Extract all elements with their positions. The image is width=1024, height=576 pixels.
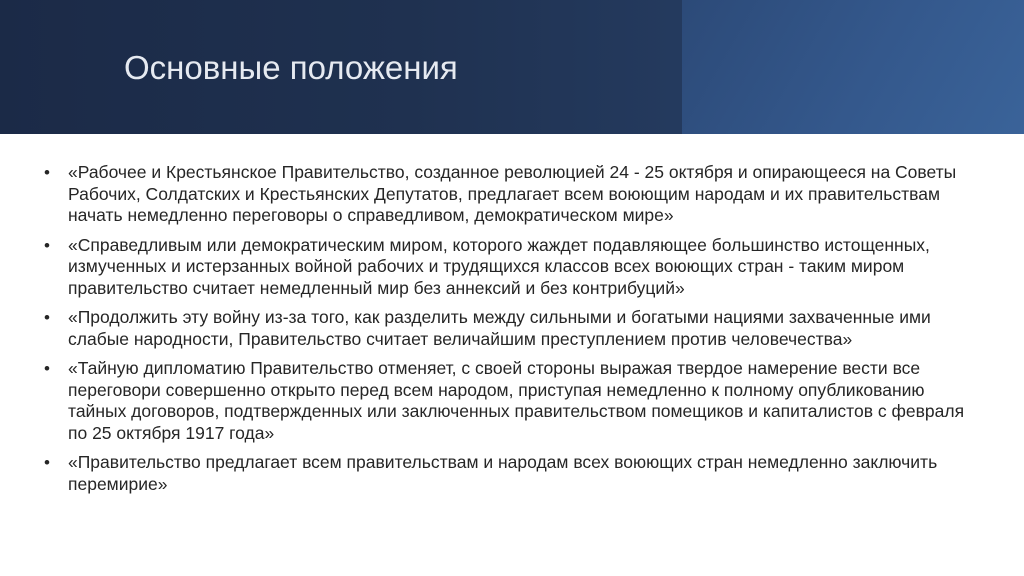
bullet-item [40, 358, 970, 444]
bullet-text: «Справедливым или демократическим миром, которого жаждет подавляющее большинство истощенных, измученных и истерзанных войной рабочих и трудящихся классов всех воюющих стран - таким миром правительство считает немедленный мир без аннексий и без контрибуций» [68, 234, 930, 298]
bullet-text: «Тайную дипломатию Правительство отменяет, с своей стороны выражая твердое намерение вести все переговори совершенно открыто перед всем народом, приступая немедленно к полному опубликованию тайных договоров, подтвержденных или заключенных правительством помещиков и капиталистов с февраля по 25 октября 1917 года» [68, 358, 965, 443]
bullet-icon: • [44, 163, 50, 182]
bullet-text: «Рабочее и Крестьянское Правительство, созданное революцией 24 - 25 октября и опирающееся на Советы Рабочих, Солдатских и Крестьянских Депутатов, предлагает всем воюющим народам и их правительствам начать немедленно переговоры о справедливом, демократическом мире» [68, 162, 957, 225]
title-banner-accent [682, 0, 1024, 134]
bullet-icon: • [44, 359, 50, 378]
bullet-item [40, 452, 970, 495]
bullet-item [40, 162, 970, 227]
slide-title: Основные положения [124, 49, 458, 86]
bullet-list [40, 162, 970, 503]
bullet-icon: • [44, 308, 50, 327]
bullet-item [40, 307, 970, 350]
bullet-icon: • [44, 453, 50, 472]
bullet-text: «Правительство предлагает всем правительствам и народам всех воюющих стран немедленно заключить перемирие» [68, 452, 938, 494]
bullet-icon: • [44, 235, 50, 255]
title-banner [0, 0, 1024, 134]
bullet-text: «Продолжить эту войну из-за того, как разделить между сильными и богатыми нациями захваченные ими слабые народности, Правительство считает величайшим преступлением против человечества» [68, 307, 931, 349]
bullet-item [40, 235, 970, 300]
